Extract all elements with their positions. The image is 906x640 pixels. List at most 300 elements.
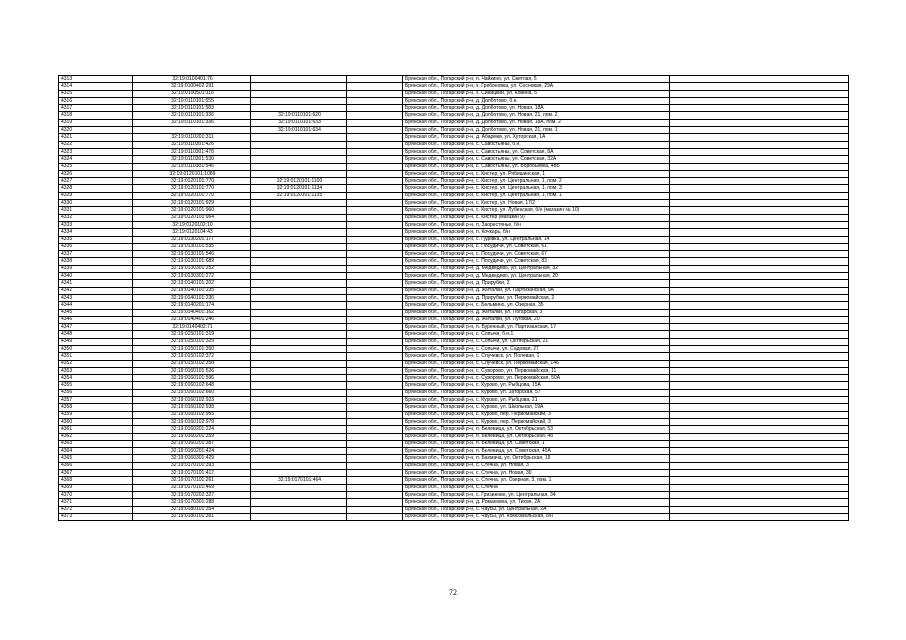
notes-cell <box>670 236 849 243</box>
extra-cell <box>347 112 403 119</box>
premises-cadastral-cell <box>251 258 347 265</box>
row-number-cell: 4363 <box>59 440 133 447</box>
cadastral-number-cell: 32:19:0160201:387 <box>133 440 251 447</box>
cadastral-number-cell: 32:19:0150101:319 <box>133 331 251 338</box>
row-number-cell: 4335 <box>59 236 133 243</box>
extra-cell <box>347 470 403 477</box>
address-cell: Брянская обл., Погарский р-н, с. Кистер, ул. Центральная, 1, пом. 3 <box>403 185 670 192</box>
notes-cell <box>670 170 849 177</box>
cadastral-number-cell: 32:19:0150101:350 <box>133 345 251 352</box>
premises-cadastral-cell <box>251 360 347 367</box>
address-cell: Брянская обл., Погарский р-н, п. Белевица, ул. Октябрьская, 48 <box>403 433 670 440</box>
extra-cell <box>347 243 403 250</box>
extra-cell <box>347 170 403 177</box>
extra-cell <box>347 389 403 396</box>
cadastral-number-cell: 32:19:0160201:359 <box>133 433 251 440</box>
cadastral-number-cell: 32:19:0110301:426 <box>133 141 251 148</box>
table-row <box>59 229 849 236</box>
notes-cell <box>670 462 849 469</box>
address-cell: Брянская обл., Погарский р-н, с. Курово, ул. Рыбцова, 15А <box>403 382 670 389</box>
extra-cell <box>347 236 403 243</box>
notes-cell <box>670 338 849 345</box>
address-cell: Брянская обл., Погарский р-н, д. Долботово, ул. Новая, 18А <box>403 105 670 112</box>
notes-cell <box>670 470 849 477</box>
premises-cadastral-cell <box>251 294 347 301</box>
row-number-cell: 4351 <box>59 353 133 360</box>
premises-cadastral-cell <box>251 316 347 323</box>
notes-cell <box>670 243 849 250</box>
row-number-cell: 4331 <box>59 207 133 214</box>
extra-cell <box>347 440 403 447</box>
address-cell: Брянская обл., Погарский р-н, п. Белевица, ул. Советская, 40А <box>403 448 670 455</box>
address-cell: Брянская обл., Погарский р-н, с. Стечна <box>403 484 670 491</box>
address-cell: Брянская обл., Погарский р-н, с. Посудичи, ул. Советская, 67 <box>403 251 670 258</box>
cadastral-number-cell: 32:19:0130101:546 <box>133 251 251 258</box>
address-cell: Брянская обл., Погарский р-н, с. Курово, ул. Школьная, 19А <box>403 404 670 411</box>
property-register-table <box>58 75 849 521</box>
premises-cadastral-cell <box>251 418 347 425</box>
address-cell: Брянская обл., Погарский р-н, с. Кистер (магазин 9) <box>403 214 670 221</box>
address-cell: Брянская обл., Погарский р-н, с. Гудовка, ул. Центральная, 14 <box>403 236 670 243</box>
extra-cell <box>347 280 403 287</box>
premises-cadastral-cell <box>251 287 347 294</box>
extra-cell <box>347 97 403 104</box>
table-row <box>59 345 849 352</box>
address-cell: Брянская обл., Погарский р-н, с. Сопычи, ул. Октябрьская, 21 <box>403 338 670 345</box>
extra-cell <box>347 185 403 192</box>
notes-cell <box>670 294 849 301</box>
notes-cell <box>670 273 849 280</box>
premises-cadastral-cell <box>251 448 347 455</box>
row-number-cell: 4371 <box>59 499 133 506</box>
premises-cadastral-cell <box>251 426 347 433</box>
table-row <box>59 200 849 207</box>
notes-cell <box>670 433 849 440</box>
table-body <box>59 76 849 521</box>
table-row <box>59 185 849 192</box>
table-row <box>59 397 849 404</box>
address-cell: Брянская обл., Погарский р-н, с. Курово, пер. Первомайский, 3 <box>403 411 670 418</box>
address-cell: Брянская обл., Погарский р-н, с. Савостьяны, ул. Советская, 32А <box>403 156 670 163</box>
extra-cell <box>347 411 403 418</box>
table-row <box>59 83 849 90</box>
cadastral-number-cell: 32:19:0100501:116 <box>133 90 251 97</box>
address-cell: Брянская обл., Погарский р-н, с. Савостьяны, ул. Советская, 8А <box>403 148 670 155</box>
row-number-cell: 4320 <box>59 127 133 134</box>
notes-cell <box>670 90 849 97</box>
extra-cell <box>347 76 403 83</box>
cadastral-number-cell: 32:19:0160201:424 <box>133 448 251 455</box>
row-number-cell: 4353 <box>59 367 133 374</box>
notes-cell <box>670 178 849 185</box>
extra-cell <box>347 367 403 374</box>
address-cell: Брянская обл., Погарский р-н, д. Медведево, ул. Центральная, 20 <box>403 273 670 280</box>
address-cell: Брянская обл., Погарский р-н, с. Кистер, ул. Новая, 17/2 <box>403 200 670 207</box>
address-cell: Брянская обл., Погарский р-н, п. Бахмача, ул. Октябрьская, 19 <box>403 455 670 462</box>
notes-cell <box>670 302 849 309</box>
extra-cell <box>347 418 403 425</box>
table-row <box>59 302 849 309</box>
notes-cell <box>670 360 849 367</box>
extra-cell <box>347 200 403 207</box>
table-row <box>59 499 849 506</box>
extra-cell <box>347 338 403 345</box>
cadastral-number-cell: 32:19:0160301:429 <box>133 455 251 462</box>
premises-cadastral-cell <box>251 302 347 309</box>
row-number-cell: 4332 <box>59 214 133 221</box>
table-row <box>59 214 849 221</box>
table-row <box>59 207 849 214</box>
address-cell: Брянская обл., Погарский р-н, с. Стечна, ул. Новая, 30 <box>403 470 670 477</box>
row-number-cell: 4364 <box>59 448 133 455</box>
row-number-cell: 4334 <box>59 229 133 236</box>
address-cell: Брянская обл., Погарский р-н, д. Прирубки, ул. Первомайская, 2 <box>403 294 670 301</box>
row-number-cell: 4344 <box>59 302 133 309</box>
table-row <box>59 119 849 126</box>
row-number-cell: 4369 <box>59 484 133 491</box>
notes-cell <box>670 251 849 258</box>
cadastral-number-cell: 32:19:0170101:417 <box>133 470 251 477</box>
address-cell: Брянская обл., Погарский р-н, д. Долботово, ул. Новая, 18А, пом. 2 <box>403 119 670 126</box>
premises-cadastral-cell <box>251 83 347 90</box>
notes-cell <box>670 411 849 418</box>
table-row <box>59 331 849 338</box>
address-cell: Брянская обл., Погарский р-н, с. Курово, ул. Заторская, 57 <box>403 389 670 396</box>
notes-cell <box>670 76 849 83</box>
row-number-cell: 4322 <box>59 141 133 148</box>
address-cell: Брянская обл., Погарский р-н, с. Кистер, ул. Центральная, 1, пом. 2 <box>403 178 670 185</box>
cadastral-number-cell: 32:19:0160102:648 <box>133 382 251 389</box>
premises-cadastral-cell: 32:19:0120101:1100 <box>251 178 347 185</box>
cadastral-number-cell: 32:19:0160102:955 <box>133 411 251 418</box>
notes-cell <box>670 404 849 411</box>
table-row <box>59 382 849 389</box>
notes-cell <box>670 119 849 126</box>
extra-cell <box>347 491 403 498</box>
extra-cell <box>347 455 403 462</box>
cadastral-number-cell: 32:19:0130101:535 <box>133 243 251 250</box>
table-row <box>59 440 849 447</box>
address-cell: Брянская обл., Погарский р-н, с. Савостьяны, б.н. <box>403 141 670 148</box>
table-row <box>59 360 849 367</box>
premises-cadastral-cell: 32:19:0110101:620 <box>251 112 347 119</box>
table-row <box>59 243 849 250</box>
notes-cell <box>670 331 849 338</box>
table-row <box>59 105 849 112</box>
premises-cadastral-cell <box>251 375 347 382</box>
premises-cadastral-cell <box>251 499 347 506</box>
notes-cell <box>670 353 849 360</box>
premises-cadastral-cell <box>251 156 347 163</box>
extra-cell <box>347 178 403 185</box>
table-row <box>59 221 849 228</box>
address-cell: Брянская обл., Погарский р-н, с. Стечна, ул. Озерная, 3, пом. 1 <box>403 477 670 484</box>
notes-cell <box>670 316 849 323</box>
cadastral-number-cell: 32:19:0130101:689 <box>133 258 251 265</box>
cadastral-number-cell: 32:19:0170101:261 <box>133 477 251 484</box>
row-number-cell: 4354 <box>59 375 133 382</box>
cadastral-number-cell: 32:19:0160102:660 <box>133 389 251 396</box>
table-row <box>59 470 849 477</box>
address-cell: Брянская обл., Погарский р-н, п. Чайкино, ул. Светлая, 5 <box>403 76 670 83</box>
extra-cell <box>347 309 403 316</box>
row-number-cell: 4314 <box>59 83 133 90</box>
notes-cell <box>670 83 849 90</box>
table-row <box>59 148 849 155</box>
table-row <box>59 491 849 498</box>
address-cell: Брянская обл., Погарский р-н, д. Долботово, ул. Новая, 21, пом. 1 <box>403 127 670 134</box>
premises-cadastral-cell <box>251 141 347 148</box>
address-cell: Брянская обл., Погарский р-н, с. Суворово, ул. Первомайская, 50А <box>403 375 670 382</box>
table-row <box>59 484 849 491</box>
row-number-cell: 4323 <box>59 148 133 155</box>
row-number-cell: 4349 <box>59 338 133 345</box>
extra-cell <box>347 345 403 352</box>
table-row <box>59 367 849 374</box>
premises-cadastral-cell <box>251 214 347 221</box>
premises-cadastral-cell <box>251 491 347 498</box>
notes-cell <box>670 265 849 272</box>
row-number-cell: 4345 <box>59 309 133 316</box>
premises-cadastral-cell: 32:19:0110101:634 <box>251 127 347 134</box>
cadastral-number-cell: 32:19:0140402:71 <box>133 324 251 331</box>
notes-cell <box>670 513 849 520</box>
extra-cell <box>347 163 403 170</box>
cadastral-number-cell: 32:19:0110101:336 <box>133 119 251 126</box>
notes-cell <box>670 484 849 491</box>
row-number-cell: 4317 <box>59 105 133 112</box>
premises-cadastral-cell <box>251 280 347 287</box>
cadastral-number-cell: 32:19:0110101:555 <box>133 97 251 104</box>
notes-cell <box>670 127 849 134</box>
table-row <box>59 141 849 148</box>
premises-cadastral-cell <box>251 462 347 469</box>
cadastral-number-cell: 32:19:0170301:288 <box>133 499 251 506</box>
notes-cell <box>670 156 849 163</box>
table-row <box>59 426 849 433</box>
row-number-cell: 4316 <box>59 97 133 104</box>
row-number-cell: 4348 <box>59 331 133 338</box>
cadastral-number-cell: 32:19:0160102:979 <box>133 418 251 425</box>
table-row <box>59 178 849 185</box>
cadastral-number-cell: 32:19:0120101:770 <box>133 185 251 192</box>
extra-cell <box>347 105 403 112</box>
notes-cell <box>670 200 849 207</box>
notes-cell <box>670 214 849 221</box>
premises-cadastral-cell <box>251 148 347 155</box>
extra-cell <box>347 258 403 265</box>
premises-cadastral-cell <box>251 411 347 418</box>
extra-cell <box>347 513 403 520</box>
premises-cadastral-cell <box>251 440 347 447</box>
extra-cell <box>347 331 403 338</box>
row-number-cell: 4368 <box>59 477 133 484</box>
notes-cell <box>670 309 849 316</box>
extra-cell <box>347 433 403 440</box>
address-cell: Брянская обл., Погарский р-н, д. Житалки, ул. Луговая, 20 <box>403 316 670 323</box>
row-number-cell: 4373 <box>59 513 133 520</box>
address-cell: Брянская обл., Погарский р-н, х. Синицкий, ул. Ковина, 5 <box>403 90 670 97</box>
extra-cell <box>347 426 403 433</box>
cadastral-number-cell: 32:19:0160101:596 <box>133 375 251 382</box>
cadastral-number-cell: 32:19:0160102:923 <box>133 397 251 404</box>
cadastral-number-cell: 32:19:0130301:252 <box>133 265 251 272</box>
premises-cadastral-cell <box>251 105 347 112</box>
cadastral-number-cell: 32:19:0160102:938 <box>133 404 251 411</box>
cadastral-number-cell: 32:19:0120104:43 <box>133 229 251 236</box>
premises-cadastral-cell: 32:19:0110101:633 <box>251 119 347 126</box>
notes-cell <box>670 397 849 404</box>
table-row <box>59 309 849 316</box>
premises-cadastral-cell <box>251 76 347 83</box>
row-number-cell: 4367 <box>59 470 133 477</box>
row-number-cell: 4326 <box>59 170 133 177</box>
table-row <box>59 411 849 418</box>
cadastral-number-cell: 32:19:0110301:530 <box>133 156 251 163</box>
cadastral-number-cell: 32:19:0170101:469 <box>133 484 251 491</box>
row-number-cell: 4342 <box>59 287 133 294</box>
extra-cell <box>347 90 403 97</box>
premises-cadastral-cell <box>251 200 347 207</box>
extra-cell <box>347 499 403 506</box>
premises-cadastral-cell <box>251 229 347 236</box>
notes-cell <box>670 448 849 455</box>
address-cell: Брянская обл., Погарский р-н, с. Савостьяны, ул. Воробьевка, 48Б <box>403 163 670 170</box>
table-row <box>59 448 849 455</box>
notes-cell <box>670 382 849 389</box>
table-row <box>59 404 849 411</box>
row-number-cell: 4352 <box>59 360 133 367</box>
cadastral-number-cell: 32:19:0120101:770 <box>133 178 251 185</box>
extra-cell <box>347 287 403 294</box>
cadastral-number-cell: 32:19:0110101:583 <box>133 105 251 112</box>
row-number-cell: 4340 <box>59 273 133 280</box>
notes-cell <box>670 185 849 192</box>
notes-cell <box>670 134 849 141</box>
address-cell: Брянская обл., Погарский р-н, д. Романовка, ул. Тихая, 2А <box>403 499 670 506</box>
cadastral-number-cell: 32:19:0120101:929 <box>133 200 251 207</box>
cadastral-number-cell: 32:19:0160101:526 <box>133 367 251 374</box>
notes-cell <box>670 499 849 506</box>
row-number-cell: 4339 <box>59 265 133 272</box>
table-row <box>59 192 849 199</box>
premises-cadastral-cell <box>251 221 347 228</box>
table-row <box>59 90 849 97</box>
table-row <box>59 389 849 396</box>
row-number-cell: 4324 <box>59 156 133 163</box>
cadastral-number-cell: 32:19:0140401:162 <box>133 309 251 316</box>
extra-cell <box>347 273 403 280</box>
extra-cell <box>347 207 403 214</box>
address-cell: Брянская обл., Погарский р-н, д. Прирубки, 2 <box>403 280 670 287</box>
cadastral-number-cell <box>133 127 251 134</box>
premises-cadastral-cell <box>251 170 347 177</box>
notes-cell <box>670 192 849 199</box>
address-cell: Брянская обл., Погарский р-н, д. Житалки, ул. Погарская, 3 <box>403 309 670 316</box>
table-row <box>59 76 849 83</box>
extra-cell <box>347 229 403 236</box>
cadastral-number-cell: 32:19:0110101:336 <box>133 112 251 119</box>
extra-cell <box>347 448 403 455</box>
notes-cell <box>670 148 849 155</box>
address-cell: Брянская обл., Погарский р-н, с. Случевск, ул. Первомайская, 146 <box>403 360 670 367</box>
cadastral-number-cell: 32:19:0150102:358 <box>133 360 251 367</box>
notes-cell <box>670 141 849 148</box>
premises-cadastral-cell <box>251 506 347 513</box>
extra-cell <box>347 221 403 228</box>
address-cell: Брянская обл., Погарский р-н, с. Курово, пер. Первомайский, 3 <box>403 418 670 425</box>
extra-cell <box>347 251 403 258</box>
table-row <box>59 455 849 462</box>
address-cell: Брянская обл., Погарский р-н, д. Житалки, ул. Партизанская, 9А <box>403 287 670 294</box>
extra-cell <box>347 127 403 134</box>
table-row <box>59 477 849 484</box>
table-row <box>59 236 849 243</box>
address-cell: Брянская обл., Погарский р-н, с. Посудичи, ул. Советская, 61 <box>403 243 670 250</box>
row-number-cell: 4341 <box>59 280 133 287</box>
extra-cell <box>347 134 403 141</box>
premises-cadastral-cell <box>251 134 347 141</box>
row-number-cell: 4318 <box>59 112 133 119</box>
extra-cell <box>347 353 403 360</box>
table-row <box>59 127 849 134</box>
cadastral-number-cell: 32:19:0170202:327 <box>133 491 251 498</box>
table-row <box>59 273 849 280</box>
premises-cadastral-cell <box>251 309 347 316</box>
table-row <box>59 353 849 360</box>
premises-cadastral-cell <box>251 243 347 250</box>
address-cell: Брянская обл., Погарский р-н, д. Долботово, б.н. <box>403 97 670 104</box>
row-number-cell: 4355 <box>59 382 133 389</box>
premises-cadastral-cell <box>251 470 347 477</box>
address-cell: Брянская обл., Погарский р-н, с. Гриэиново, ул. Центральная, 34 <box>403 491 670 498</box>
cadastral-number-cell: 32:19:0150101:329 <box>133 338 251 345</box>
extra-cell <box>347 404 403 411</box>
cadastral-number-cell: 32:19:0130301:272 <box>133 273 251 280</box>
extra-cell <box>347 294 403 301</box>
address-cell: Брянская обл., Погарский р-н, с. Сопычи, ул. Садовая, 27 <box>403 345 670 352</box>
row-number-cell: 4365 <box>59 455 133 462</box>
premises-cadastral-cell <box>251 345 347 352</box>
premises-cadastral-cell <box>251 273 347 280</box>
table-row <box>59 294 849 301</box>
premises-cadastral-cell <box>251 265 347 272</box>
extra-cell <box>347 141 403 148</box>
address-cell: Брянская обл., Погарский р-н, с. Чаусы, ул. Центральная, 2А <box>403 506 670 513</box>
extra-cell <box>347 382 403 389</box>
notes-cell <box>670 367 849 374</box>
notes-cell <box>670 163 849 170</box>
table-row <box>59 163 849 170</box>
table-row <box>59 280 849 287</box>
premises-cadastral-cell: 32:19:0120101:1134 <box>251 185 347 192</box>
page-number: 72 <box>449 588 457 597</box>
row-number-cell: 4337 <box>59 251 133 258</box>
address-cell: Брянская обл., Погарский р-н, с. Посудичи, ул. Советская, 83 <box>403 258 670 265</box>
table-row <box>59 324 849 331</box>
cadastral-number-cell: 32:19:0110301:546 <box>133 163 251 170</box>
address-cell: Брянская обл., Погарский р-н, с. Кистер, ул. Лубенская, б/н (магазин № 10) <box>403 207 670 214</box>
table-row <box>59 462 849 469</box>
address-cell: Брянская обл., Погарский р-н, п. Кочкарь, б/н <box>403 229 670 236</box>
row-number-cell: 4329 <box>59 192 133 199</box>
premises-cadastral-cell <box>251 389 347 396</box>
row-number-cell: 4315 <box>59 90 133 97</box>
extra-cell <box>347 375 403 382</box>
premises-cadastral-cell <box>251 324 347 331</box>
table-row <box>59 418 849 425</box>
row-number-cell: 4350 <box>59 345 133 352</box>
